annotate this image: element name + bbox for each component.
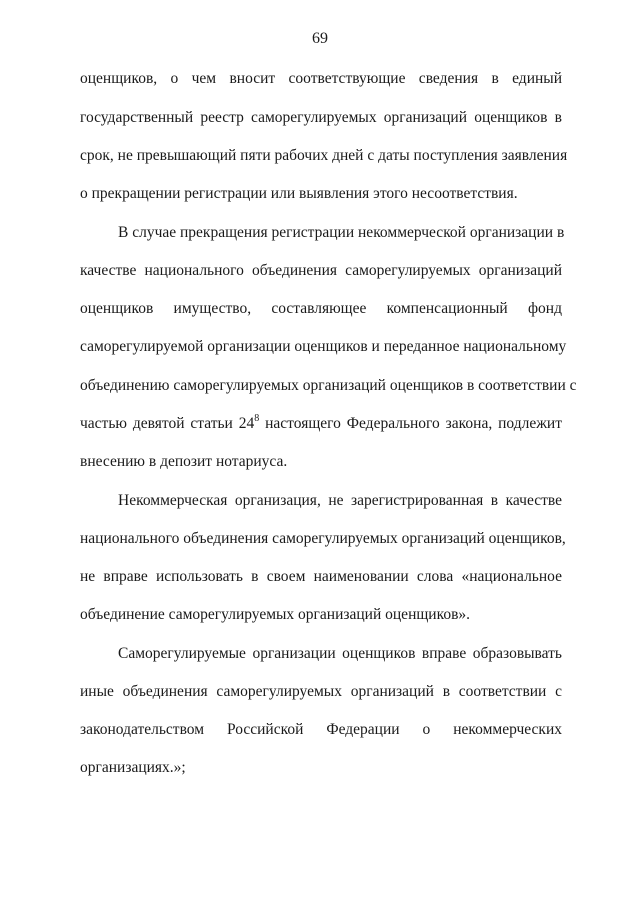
paragraph-1-line-1: оценщиков, о чем вносит соответствующие сведения в единый xyxy=(80,70,562,87)
paragraph-2-line-3: оценщиков имущество, составляющее компенсационный фонд xyxy=(80,300,562,317)
paragraph-1-line-2: государственный реестр саморегулируемых организаций оценщиков в xyxy=(80,109,562,126)
paragraph-4-line-3: законодательством Российской Федерации о некоммерческих xyxy=(80,721,562,738)
paragraph-2-line-2: качестве национального объединения саморегулируемых организаций xyxy=(80,262,562,279)
paragraph-2-line-1: В случае прекращения регистрации некоммерческой организации в xyxy=(118,224,565,241)
article-reference-text: частью девятой статьи 24 xyxy=(80,415,255,432)
page-number: 69 xyxy=(312,30,328,47)
paragraph-3-line-4: объединение саморегулируемых организаций оценщиков». xyxy=(80,606,471,623)
article-superscript: 8 xyxy=(254,412,260,424)
paragraph-4-line-4: организациях.»; xyxy=(80,759,186,776)
paragraph-3-line-2: национального объединения саморегулируемых организаций оценщиков, xyxy=(80,530,566,547)
article-reference-tail: настоящего Федерального закона, подлежит xyxy=(259,415,562,432)
paragraph-2-line-4: саморегулируемой организации оценщиков и переданное национальному xyxy=(80,338,567,355)
paragraph-1-line-3: срок, не превышающий пяти рабочих дней с даты поступления заявления xyxy=(80,147,568,164)
paragraph-4-line-2: иные объединения саморегулируемых организаций в соответствии с xyxy=(80,683,562,700)
paragraph-2-line-7: внесению в депозит нотариуса. xyxy=(80,453,288,470)
paragraph-1-line-4: о прекращении регистрации или выявления этого несоответствия. xyxy=(80,185,518,202)
paragraph-2-line-6 xyxy=(80,414,562,434)
paragraph-3-line-3: не вправе использовать в своем наименовании слова «национальное xyxy=(80,568,562,585)
paragraph-4-line-1: Саморегулируемые организации оценщиков вправе образовывать xyxy=(118,645,562,662)
paragraph-2-line-5: объединению саморегулируемых организаций оценщиков в соответствии с xyxy=(80,377,577,394)
paragraph-3-line-1: Некоммерческая организация, не зарегистрированная в качестве xyxy=(118,492,562,509)
